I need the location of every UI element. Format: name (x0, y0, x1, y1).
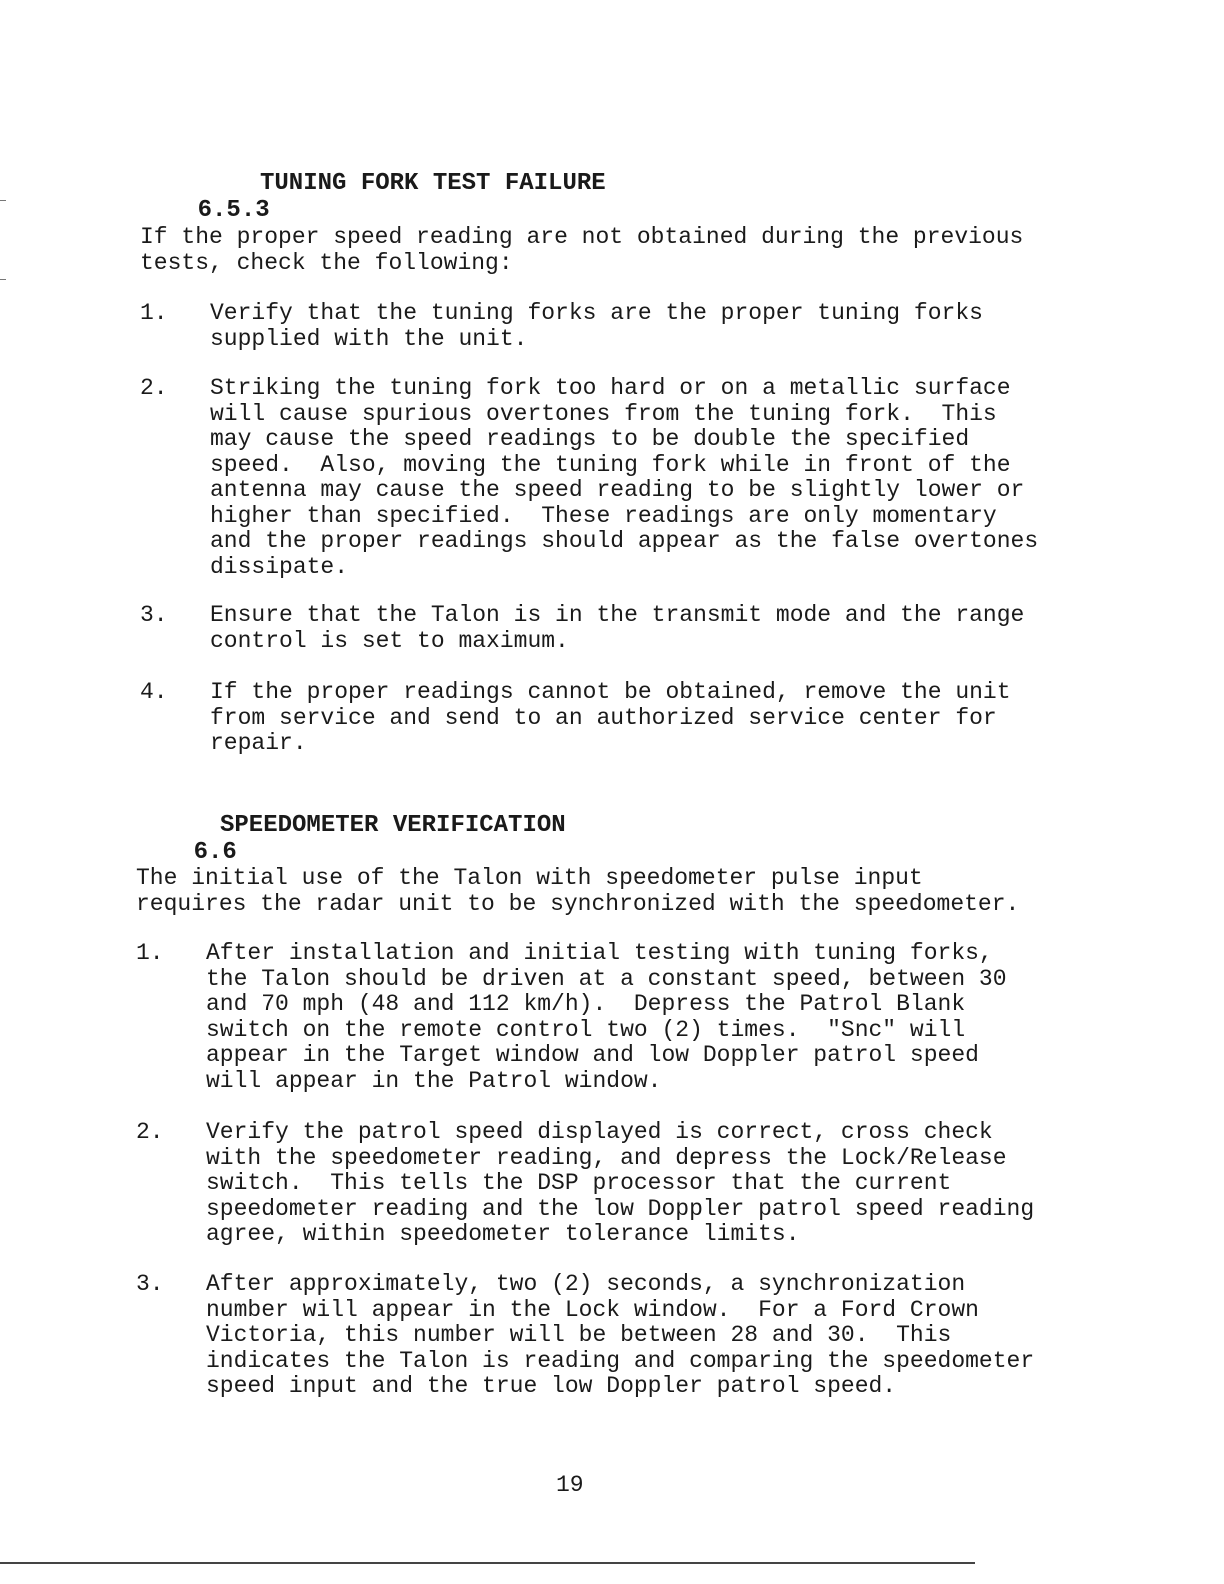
list-item-number: 4. (140, 679, 168, 705)
list-item-text: Ensure that the Talon is in the transmit mode and the range control is set to maximum. (210, 602, 1025, 654)
scan-edge-mark (0, 200, 6, 201)
section-number: 6.5.3 (197, 197, 270, 224)
section-653-intro: If the proper speed reading are not obtained during the previous tests, check the following: (140, 224, 1024, 276)
list-item-number: 3. (140, 602, 168, 628)
list-item-text: Verify the patrol speed displayed is correct, cross check with the speedometer reading, and depress the Lock/Release switch. This tells the DSP processor that the current speedometer reading and the low Doppler patrol speed reading agree, within speedometer tolerance limits. (206, 1119, 1035, 1247)
list-item-number: 2. (136, 1119, 164, 1145)
page-number: 19 (556, 1472, 584, 1498)
list-item-number: 2. (140, 375, 168, 401)
section-66-intro: The initial use of the Talon with speedometer pulse input requires the radar unit to be synchronized with the speedometer. (136, 865, 1020, 917)
list-item-text: After installation and initial testing with tuning forks, the Talon should be driven at a constant speed, between 30 and 70 mph (48 and 112 km/h). Depress the Patrol Blank switch on the remote control two (2) times. "Snc" will appear in the Target window and low Doppler patrol speed will appear in the Patrol window. (206, 940, 1007, 1094)
section-number: 6.6 (193, 839, 237, 866)
list-item-text: If the proper readings cannot be obtained, remove the unit from service and send to an authorized service center for repair. (210, 679, 1011, 756)
section-title: SPEEDOMETER VERIFICATION (220, 812, 566, 839)
scan-edge-mark (0, 279, 6, 280)
list-item-number: 1. (136, 940, 164, 966)
list-item-number: 3. (136, 1271, 164, 1297)
section-title: TUNING FORK TEST FAILURE (260, 170, 606, 197)
footer-rule (0, 1562, 975, 1564)
list-item-text: Striking the tuning fork too hard or on a metallic surface will cause spurious overtones from the tuning fork. This may cause the speed readings to be double the specified speed. Also, moving the tuning fork while in front of the antenna may cause the speed reading to be slightly lower or higher than specified. These readings are only momentary and the proper readings should appear as the false overtones dissipate. (210, 375, 1039, 580)
list-item-text: Verify that the tuning forks are the proper tuning forks supplied with the unit. (210, 300, 983, 352)
list-item-number: 1. (140, 300, 168, 326)
list-item-text: After approximately, two (2) seconds, a synchronization number will appear in the Lock window. For a Ford Crown Victoria, this number will be between 28 and 30. This indicates the Talon is reading and comparing the speedometer speed input and the true low Doppler patrol speed. (206, 1271, 1035, 1399)
